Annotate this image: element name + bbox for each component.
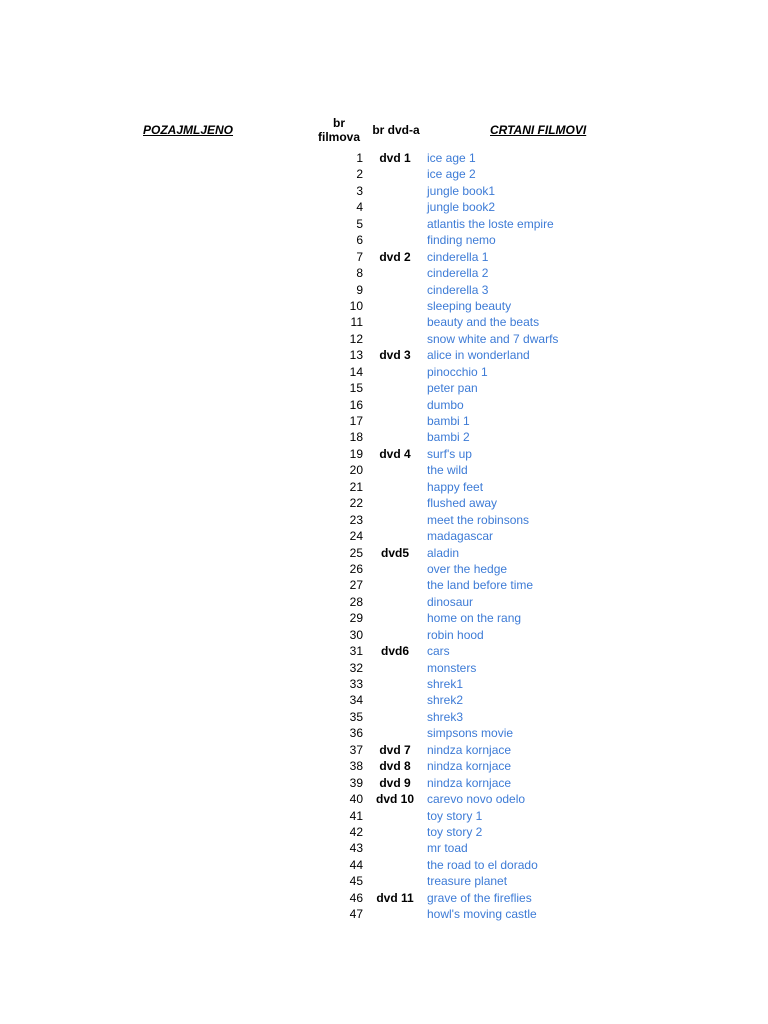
film-list — [0, 150, 768, 923]
film-number: 19 — [349, 446, 363, 461]
film-title: finding nemo — [427, 233, 496, 248]
film-title: nindza kornjace — [427, 759, 512, 774]
film-row — [0, 660, 768, 676]
film-row — [0, 282, 768, 298]
film-number: 18 — [349, 430, 363, 445]
film-number: 35 — [349, 709, 363, 724]
film-row — [0, 561, 768, 577]
film-title: carevo novo odelo — [427, 792, 526, 807]
film-row — [0, 232, 768, 248]
film-number: 22 — [349, 496, 363, 511]
film-row — [0, 906, 768, 922]
dvd-label: dvd 8 — [379, 759, 411, 774]
header-film-count — [313, 116, 365, 144]
film-number: 16 — [349, 397, 363, 412]
film-title: toy story 1 — [427, 808, 483, 823]
dvd-label: dvd 9 — [379, 775, 411, 790]
film-title: flushed away — [427, 496, 498, 511]
film-row — [0, 676, 768, 692]
film-title: cars — [427, 644, 450, 659]
film-title: treasure planet — [427, 874, 508, 889]
film-row — [0, 495, 768, 511]
film-row — [0, 824, 768, 840]
film-title: alice in wonderland — [427, 348, 530, 363]
film-number: 6 — [356, 233, 363, 248]
film-row — [0, 709, 768, 725]
film-row — [0, 249, 768, 265]
film-row — [0, 775, 768, 791]
dvd-label: dvd 1 — [379, 151, 411, 165]
film-row — [0, 742, 768, 758]
film-title: snow white and 7 dwarfs — [427, 331, 559, 346]
film-number: 41 — [349, 808, 363, 823]
dvd-label: dvd5 — [380, 545, 409, 560]
dvd-label: dvd6 — [380, 644, 409, 659]
film-title: sleeping beauty — [427, 298, 512, 313]
film-row — [0, 183, 768, 199]
film-number: 27 — [349, 578, 363, 593]
header-dvd-number: br dvd-a — [372, 123, 420, 137]
film-title: meet the robinsons — [427, 512, 530, 527]
film-number: 31 — [349, 644, 363, 659]
film-row — [0, 462, 768, 478]
header-film-count-line1: br — [333, 116, 345, 130]
header-film-count-line2: filmova — [317, 130, 360, 144]
film-row — [0, 758, 768, 774]
film-title: robin hood — [427, 627, 484, 642]
film-row — [0, 627, 768, 643]
film-title: peter pan — [427, 381, 478, 396]
film-number: 26 — [349, 561, 363, 576]
film-row — [0, 692, 768, 708]
dvd-label: dvd 11 — [376, 890, 414, 905]
film-title: over the hedge — [427, 561, 508, 576]
film-row — [0, 791, 768, 807]
film-row — [0, 429, 768, 445]
film-title: monsters — [427, 660, 477, 675]
film-title: bambi 1 — [427, 414, 470, 428]
film-title: aladin — [427, 545, 460, 560]
film-number: 33 — [349, 677, 363, 691]
film-number: 12 — [349, 331, 363, 346]
film-row — [0, 528, 768, 544]
film-number: 11 — [350, 315, 363, 330]
film-title: shrek1 — [427, 677, 464, 691]
film-number: 30 — [349, 627, 363, 642]
film-row — [0, 265, 768, 281]
film-number: 24 — [349, 529, 363, 544]
film-title: nindza kornjace — [427, 742, 512, 757]
film-row — [0, 331, 768, 347]
film-number: 44 — [349, 857, 363, 872]
film-title: ice age 1 — [427, 151, 476, 165]
film-row — [0, 857, 768, 873]
header-cartoon-films: CRTANI FILMOVI — [490, 123, 587, 137]
film-title: nindza kornjace — [427, 775, 512, 790]
film-title: howl's moving castle — [427, 907, 537, 922]
film-title: madagascar — [427, 529, 494, 544]
film-row — [0, 873, 768, 889]
film-row — [0, 364, 768, 380]
film-title: cinderella 3 — [427, 282, 489, 297]
film-title: the land before time — [427, 578, 534, 593]
film-title: toy story 2 — [427, 824, 483, 839]
film-number: 1 — [356, 151, 363, 165]
film-number: 43 — [349, 841, 363, 856]
film-number: 20 — [349, 463, 363, 478]
film-number: 15 — [349, 381, 363, 396]
film-row — [0, 166, 768, 182]
film-number: 32 — [349, 660, 363, 675]
film-row — [0, 610, 768, 626]
film-number: 29 — [349, 611, 363, 626]
film-row — [0, 725, 768, 741]
dvd-label: dvd 10 — [375, 792, 414, 807]
dvd-label: dvd 2 — [379, 249, 411, 264]
dvd-label: dvd 4 — [379, 446, 411, 461]
film-number: 34 — [349, 693, 363, 708]
film-title: ice age 2 — [427, 167, 476, 182]
film-title: shrek2 — [427, 693, 464, 708]
film-row — [0, 808, 768, 824]
film-number: 39 — [349, 775, 363, 790]
film-row — [0, 314, 768, 330]
film-title: cinderella 2 — [427, 266, 489, 281]
film-title: simpsons movie — [427, 726, 514, 741]
film-title: home on the rang — [427, 611, 522, 626]
film-number: 40 — [349, 792, 363, 807]
film-title: the wild — [427, 463, 468, 478]
film-number: 3 — [356, 183, 363, 198]
film-title: dumbo — [427, 397, 464, 412]
film-row — [0, 347, 768, 363]
film-row — [0, 397, 768, 413]
film-number: 2 — [356, 167, 363, 182]
film-number: 28 — [349, 594, 363, 609]
film-title: beauty and the beats — [427, 315, 540, 330]
film-title: shrek3 — [427, 709, 464, 724]
film-number: 14 — [349, 364, 363, 379]
dvd-label: dvd 7 — [379, 742, 411, 757]
film-title: pinocchio 1 — [427, 364, 488, 379]
film-title: jungle book1 — [427, 183, 496, 198]
film-row — [0, 298, 768, 314]
film-title: surf's up — [427, 446, 472, 461]
film-number: 4 — [356, 200, 363, 215]
film-number: 9 — [356, 282, 363, 297]
film-number: 17 — [349, 414, 363, 428]
film-row — [0, 380, 768, 396]
film-title: mr toad — [427, 841, 468, 856]
film-number: 13 — [349, 348, 363, 363]
film-number: 47 — [349, 907, 363, 922]
film-title: bambi 2 — [427, 430, 470, 445]
film-title: jungle book2 — [427, 200, 496, 215]
film-row — [0, 150, 768, 166]
film-row — [0, 545, 768, 561]
film-row — [0, 413, 768, 429]
film-number: 21 — [349, 479, 363, 494]
film-row — [0, 199, 768, 215]
film-number: 36 — [349, 726, 363, 741]
film-number: 46 — [349, 890, 363, 905]
dvd-label: dvd 3 — [379, 348, 411, 363]
film-title: the road to el dorado — [427, 857, 538, 872]
film-row — [0, 512, 768, 528]
film-number: 8 — [356, 266, 363, 281]
film-number: 10 — [349, 298, 363, 313]
film-row — [0, 840, 768, 856]
film-row — [0, 577, 768, 593]
film-row — [0, 643, 768, 659]
film-row — [0, 446, 768, 462]
header-borrowed: POZAJMLJENO — [143, 123, 234, 137]
film-title: grave of the fireflies — [427, 890, 532, 905]
film-title: cinderella 1 — [427, 249, 489, 264]
film-number: 38 — [349, 759, 363, 774]
film-row — [0, 890, 768, 906]
film-number: 23 — [349, 512, 363, 527]
film-number: 7 — [356, 249, 363, 264]
film-number: 45 — [349, 874, 363, 889]
film-number: 42 — [349, 824, 363, 839]
film-title: dinosaur — [427, 594, 474, 609]
film-row — [0, 479, 768, 495]
film-number: 25 — [349, 545, 363, 560]
film-title: atlantis the loste empire — [427, 216, 554, 231]
film-row — [0, 594, 768, 610]
film-title: happy feet — [427, 479, 484, 494]
film-number: 37 — [349, 742, 363, 757]
film-row — [0, 216, 768, 232]
film-number: 5 — [356, 216, 363, 231]
